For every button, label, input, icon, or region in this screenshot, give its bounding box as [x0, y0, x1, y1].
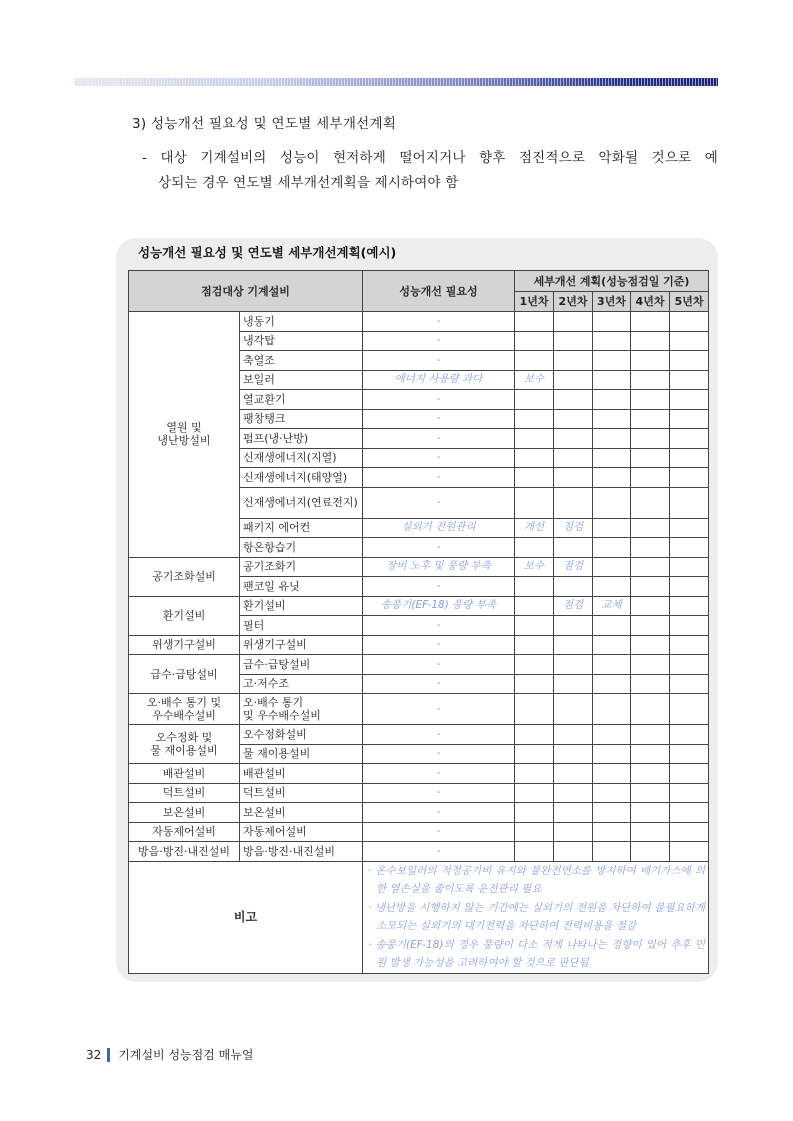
table-row	[129, 557, 709, 577]
year-3-cell	[593, 635, 631, 655]
year-1-cell	[515, 616, 554, 636]
table-row	[129, 725, 709, 745]
year-3-cell	[593, 468, 631, 488]
intro-paragraph	[142, 146, 718, 196]
year-3-cell: 교체	[593, 596, 631, 616]
year-2-cell	[554, 351, 593, 371]
year-5-cell	[670, 744, 709, 764]
improvement-plan-table	[128, 270, 709, 974]
year-4-cell	[631, 616, 670, 636]
item-cell: 오·배수 통기 및 우수배수설비	[240, 694, 363, 725]
top-decorative-bar	[74, 78, 718, 86]
year-5-cell	[670, 331, 709, 351]
year-2-cell	[554, 448, 593, 468]
item-cell: 덕트설비	[240, 783, 363, 803]
year-4-cell	[631, 577, 670, 597]
year-1-cell	[515, 538, 554, 558]
year-5-cell	[670, 448, 709, 468]
table-row	[129, 596, 709, 616]
year-3-cell	[593, 674, 631, 694]
year-5-cell	[670, 370, 709, 390]
year-4-cell	[631, 468, 670, 488]
year-5-cell	[670, 694, 709, 725]
year-5-cell	[670, 390, 709, 410]
item-cell: 고·저수조	[240, 674, 363, 694]
year-2-cell: 점검	[554, 557, 593, 577]
need-cell: -	[363, 448, 515, 468]
need-cell: -	[363, 409, 515, 429]
need-cell: -	[363, 783, 515, 803]
need-cell: -	[363, 635, 515, 655]
year-1-cell	[515, 312, 554, 332]
year-4-cell	[631, 635, 670, 655]
year-3-cell	[593, 803, 631, 823]
need-cell: -	[363, 390, 515, 410]
need-cell: -	[363, 764, 515, 784]
need-cell: -	[363, 468, 515, 488]
category-cell: 오수정화 및 물 재이용설비	[129, 725, 240, 764]
item-cell: 냉각탑	[240, 331, 363, 351]
need-cell: -	[363, 822, 515, 842]
year-1-cell	[515, 409, 554, 429]
year-3-cell	[593, 655, 631, 675]
year-2-cell	[554, 655, 593, 675]
need-cell: -	[363, 616, 515, 636]
year-4-cell	[631, 764, 670, 784]
year-1-cell	[515, 655, 554, 675]
year-4-cell	[631, 448, 670, 468]
item-cell: 물 재이용설비	[240, 744, 363, 764]
year-1-cell: 보수	[515, 370, 554, 390]
year-3-cell	[593, 370, 631, 390]
category-cell: 덕트설비	[129, 783, 240, 803]
item-cell: 오수정화설비	[240, 725, 363, 745]
section-heading: 3) 성능개선 필요성 및 연도별 세부개선계획	[132, 116, 397, 132]
year-1-cell	[515, 803, 554, 823]
year-4-cell	[631, 842, 670, 862]
year-5-cell	[670, 655, 709, 675]
year-2-cell	[554, 616, 593, 636]
year-5-cell	[670, 783, 709, 803]
item-cell: 팽창탱크	[240, 409, 363, 429]
footer-separator	[107, 1048, 110, 1062]
table-row	[129, 822, 709, 842]
year-2-cell	[554, 783, 593, 803]
need-cell: -	[363, 312, 515, 332]
item-cell: 신재생에너지(지열)	[240, 448, 363, 468]
year-2-cell	[554, 803, 593, 823]
year-4-cell	[631, 331, 670, 351]
need-cell: 송풍기(EF-18) 풍량 부족	[363, 596, 515, 616]
year-4-cell	[631, 312, 670, 332]
need-cell: -	[363, 351, 515, 371]
year-1-cell	[515, 331, 554, 351]
category-cell: 자동제어설비	[129, 822, 240, 842]
year-3-cell	[593, 694, 631, 725]
year-4-cell	[631, 351, 670, 371]
need-cell: -	[363, 674, 515, 694]
year-3-cell	[593, 783, 631, 803]
need-cell: -	[363, 577, 515, 597]
year-4-cell	[631, 822, 670, 842]
year-3-cell	[593, 487, 631, 518]
item-cell: 항온항습기	[240, 538, 363, 558]
year-2-cell	[554, 842, 593, 862]
table-row	[129, 694, 709, 725]
need-cell: 에너지 사용량 과다	[363, 370, 515, 390]
need-cell: -	[363, 538, 515, 558]
year-3-cell	[593, 331, 631, 351]
table-row	[129, 783, 709, 803]
header-target: 점검대상 기계설비	[129, 271, 363, 312]
table-title: 성능개선 필요성 및 연도별 세부개선계획(예시)	[138, 245, 397, 260]
year-2-cell	[554, 577, 593, 597]
year-1-cell	[515, 725, 554, 745]
year-3-cell	[593, 429, 631, 449]
remark-line-1: · 온수보일러의 적정공기비 유지와 불완전연소를 방지하여 배기가스에 의한 열손실을 줄이도록 운전관리 필요	[368, 864, 706, 895]
item-cell: 냉동기	[240, 312, 363, 332]
year-1-cell	[515, 429, 554, 449]
year-1-cell	[515, 744, 554, 764]
footer-title: 기계설비 성능점검 매뉴얼	[118, 1048, 254, 1062]
year-4-cell	[631, 655, 670, 675]
header-plan: 세부개선 계획(성능점검일 기준)	[515, 271, 709, 292]
year-2-cell	[554, 487, 593, 518]
year-3-cell	[593, 518, 631, 538]
item-cell: 신재생에너지(연료전지)	[240, 487, 363, 518]
year-2-cell	[554, 822, 593, 842]
item-cell: 보일러	[240, 370, 363, 390]
year-1-cell	[515, 764, 554, 784]
item-cell: 신재생에너지(태양열)	[240, 468, 363, 488]
need-cell: -	[363, 803, 515, 823]
remark-line-2: · 냉난방을 시행하지 않는 기간에는 실외기의 전원을 차단하여 불필요하게 소모되는 실외기의 대기전력을 차단하여 전력비용을 절감	[368, 901, 706, 932]
table-row	[129, 842, 709, 862]
category-cell: 배관설비	[129, 764, 240, 784]
need-cell: -	[363, 487, 515, 518]
year-3-cell	[593, 312, 631, 332]
category-cell: 환기설비	[129, 596, 240, 635]
remarks-row	[129, 861, 709, 973]
year-1-cell	[515, 468, 554, 488]
year-4-cell	[631, 694, 670, 725]
item-cell: 환기설비	[240, 596, 363, 616]
item-cell: 보온설비	[240, 803, 363, 823]
year-1-cell	[515, 596, 554, 616]
year-4-cell	[631, 596, 670, 616]
header-year-4: 4년차	[631, 292, 670, 312]
year-5-cell	[670, 764, 709, 784]
item-cell: 자동제어설비	[240, 822, 363, 842]
year-2-cell: 점검	[554, 596, 593, 616]
year-4-cell	[631, 370, 670, 390]
category-cell: 급수·급탕설비	[129, 655, 240, 694]
year-4-cell	[631, 429, 670, 449]
item-cell: 축열조	[240, 351, 363, 371]
year-2-cell	[554, 468, 593, 488]
year-2-cell	[554, 370, 593, 390]
year-1-cell	[515, 674, 554, 694]
year-1-cell	[515, 842, 554, 862]
year-5-cell	[670, 596, 709, 616]
year-4-cell	[631, 783, 670, 803]
year-5-cell	[670, 842, 709, 862]
table-row	[129, 655, 709, 675]
year-1-cell	[515, 487, 554, 518]
year-5-cell	[670, 312, 709, 332]
year-5-cell	[670, 635, 709, 655]
year-2-cell	[554, 744, 593, 764]
year-3-cell	[593, 616, 631, 636]
year-3-cell	[593, 557, 631, 577]
need-cell: 실외기 전원관리	[363, 518, 515, 538]
year-5-cell	[670, 351, 709, 371]
table-row	[129, 764, 709, 784]
category-cell: 방음·방진·내진설비	[129, 842, 240, 862]
year-1-cell	[515, 822, 554, 842]
year-2-cell	[554, 674, 593, 694]
item-cell: 배관설비	[240, 764, 363, 784]
need-cell: 장비 노후 및 풍량 부족	[363, 557, 515, 577]
year-3-cell	[593, 409, 631, 429]
year-4-cell	[631, 725, 670, 745]
item-cell: 필터	[240, 616, 363, 636]
page-number: 32	[86, 1047, 102, 1062]
category-cell: 열원 및 냉난방설비	[129, 312, 240, 558]
year-4-cell	[631, 557, 670, 577]
item-cell: 팬코일 유닛	[240, 577, 363, 597]
intro-line-2: 상되는 경우 연도별 세부개선계획을 제시하여야 함	[158, 175, 459, 191]
year-2-cell	[554, 312, 593, 332]
item-cell: 패키지 에어컨	[240, 518, 363, 538]
header-year-3: 3년차	[593, 292, 631, 312]
table-row	[129, 803, 709, 823]
item-cell: 열교환기	[240, 390, 363, 410]
need-cell: -	[363, 744, 515, 764]
need-cell: -	[363, 725, 515, 745]
year-4-cell	[631, 487, 670, 518]
year-2-cell	[554, 635, 593, 655]
year-1-cell	[515, 635, 554, 655]
year-2-cell	[554, 409, 593, 429]
year-5-cell	[670, 674, 709, 694]
year-4-cell	[631, 409, 670, 429]
category-cell: 공기조화설비	[129, 557, 240, 596]
year-3-cell	[593, 764, 631, 784]
remarks-cell	[363, 861, 709, 973]
header-year-2: 2년차	[554, 292, 593, 312]
intro-line-1: - 대상 기계설비의 성능이 현저하게 떨어지거나 향후 점진적으로 악화될 것으로 예	[142, 150, 718, 166]
year-4-cell	[631, 744, 670, 764]
year-1-cell	[515, 448, 554, 468]
year-3-cell	[593, 390, 631, 410]
header-year-5: 5년차	[670, 292, 709, 312]
year-5-cell	[670, 803, 709, 823]
year-2-cell	[554, 429, 593, 449]
year-3-cell	[593, 744, 631, 764]
item-cell: 위생기구설비	[240, 635, 363, 655]
year-3-cell	[593, 842, 631, 862]
year-5-cell	[670, 725, 709, 745]
year-5-cell	[670, 616, 709, 636]
year-4-cell	[631, 538, 670, 558]
page-footer	[86, 1046, 253, 1063]
table-row	[129, 312, 709, 332]
year-4-cell	[631, 390, 670, 410]
year-1-cell	[515, 577, 554, 597]
need-cell: -	[363, 694, 515, 725]
year-5-cell	[670, 557, 709, 577]
year-2-cell	[554, 390, 593, 410]
year-3-cell	[593, 351, 631, 371]
year-2-cell	[554, 764, 593, 784]
year-4-cell	[631, 674, 670, 694]
category-cell: 보온설비	[129, 803, 240, 823]
remarks-label: 비고	[129, 861, 363, 973]
header-year-1: 1년차	[515, 292, 554, 312]
need-cell: -	[363, 655, 515, 675]
year-3-cell	[593, 822, 631, 842]
year-2-cell	[554, 725, 593, 745]
year-1-cell: 개선	[515, 518, 554, 538]
category-cell: 위생기구설비	[129, 635, 240, 655]
year-4-cell	[631, 518, 670, 538]
remark-line-3: · 송풍기(EF-18)의 경우 풍량이 다소 적게 나타나는 경향이 있어 추후 민원 발생 가능성을 고려하여야 할 것으로 판단됨	[368, 938, 706, 969]
year-5-cell	[670, 577, 709, 597]
year-5-cell	[670, 487, 709, 518]
year-3-cell	[593, 725, 631, 745]
year-1-cell	[515, 351, 554, 371]
year-2-cell	[554, 538, 593, 558]
item-cell: 방음·방진·내진설비	[240, 842, 363, 862]
table-row	[129, 635, 709, 655]
year-3-cell	[593, 448, 631, 468]
year-5-cell	[670, 468, 709, 488]
year-1-cell	[515, 694, 554, 725]
item-cell: 공기조화기	[240, 557, 363, 577]
item-cell: 급수·급탕설비	[240, 655, 363, 675]
year-3-cell	[593, 538, 631, 558]
year-1-cell	[515, 783, 554, 803]
year-4-cell	[631, 803, 670, 823]
category-cell: 오·배수 통기 및 우수배수설비	[129, 694, 240, 725]
year-5-cell	[670, 429, 709, 449]
need-cell: -	[363, 331, 515, 351]
year-5-cell	[670, 409, 709, 429]
year-5-cell	[670, 518, 709, 538]
need-cell: -	[363, 842, 515, 862]
year-2-cell	[554, 331, 593, 351]
header-need: 성능개선 필요성	[363, 271, 515, 312]
need-cell: -	[363, 429, 515, 449]
year-2-cell	[554, 694, 593, 725]
year-2-cell: 점검	[554, 518, 593, 538]
year-3-cell	[593, 577, 631, 597]
table-body	[129, 312, 709, 862]
item-cell: 펌프(냉·난방)	[240, 429, 363, 449]
year-5-cell	[670, 822, 709, 842]
year-5-cell	[670, 538, 709, 558]
year-1-cell	[515, 390, 554, 410]
year-1-cell: 보수	[515, 557, 554, 577]
